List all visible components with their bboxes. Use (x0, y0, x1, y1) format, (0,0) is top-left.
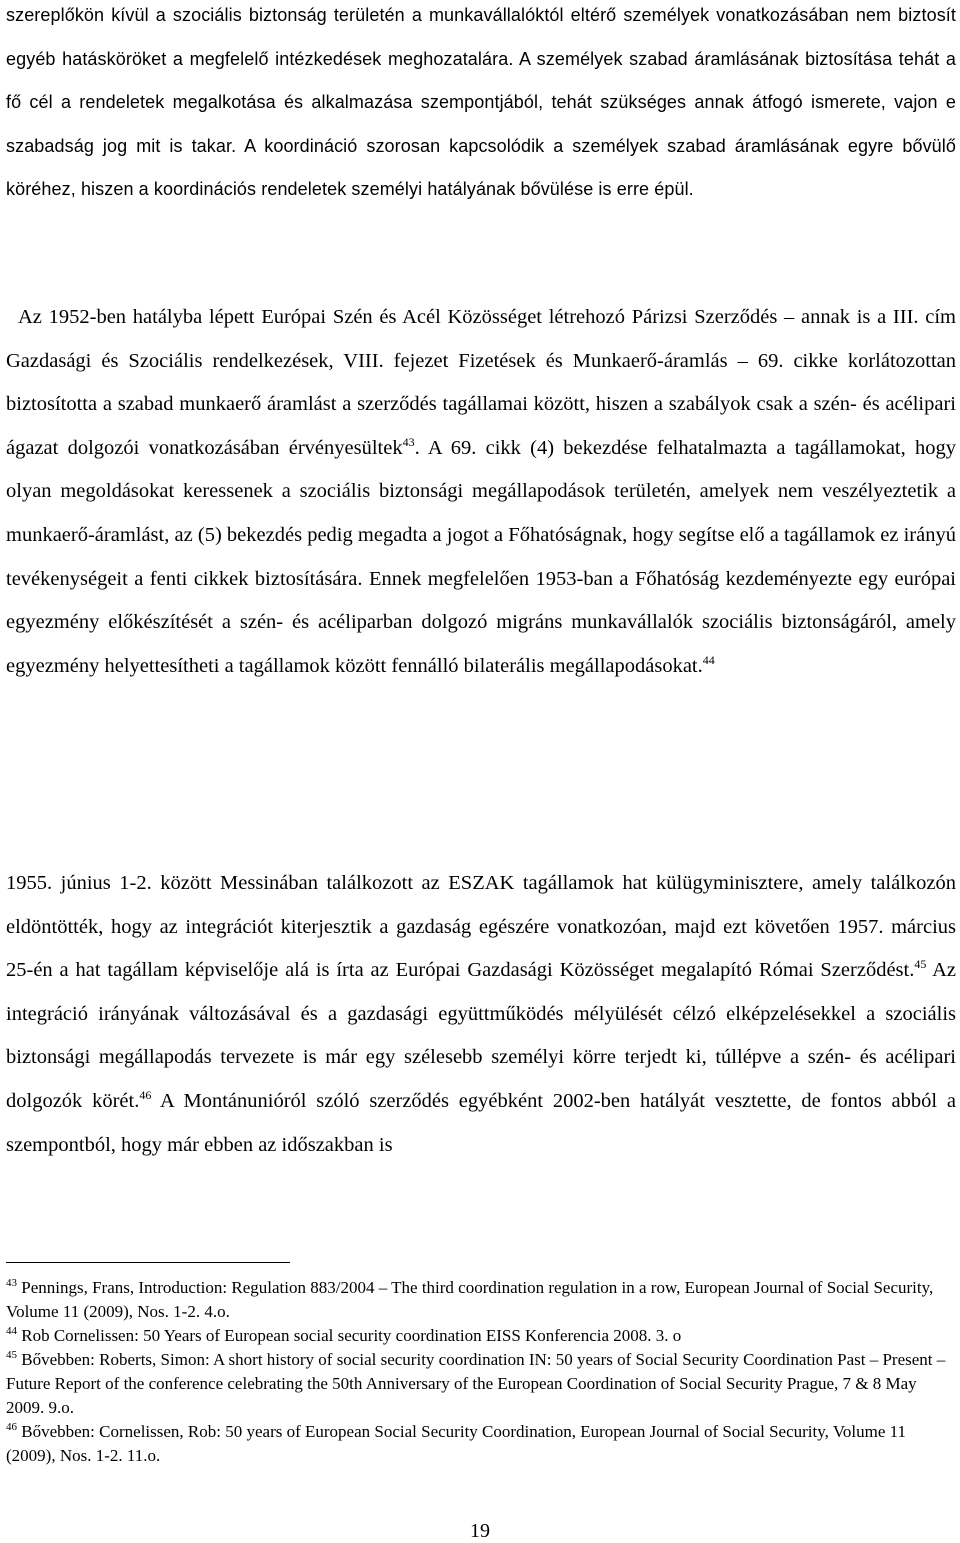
body-paragraph-1: szereplőkön kívül a szociális biztonság területén a munkavállalóktól eltérő személyek vonatkozásában nem biztosít egyéb hatásköröket a megfelelő intézkedések meghozatalára. A személyek szabad áramlásának biztosítása tehát a fő cél a rendeletek megalkotása és alkalmazása szempontjából, tehát szükséges annak átfogó ismerete, vajon e szabadság jog mit is takar. A koordináció szorosan kapcsolódik a személyek szabad áramlásának egyre bővülő köréhez, hiszen a koordinációs rendeletek személyi hatályának bővülése is erre épül. (6, 5, 956, 199)
footnote-number: 45 (6, 1349, 17, 1361)
footnote-ref-46[interactable]: 46 (139, 1087, 152, 1102)
paragraph-3-text-b: Az integráció irányának változásával és a gazdasági együttműködés mélyülését célzó elképzelésekkel a szociális biztonsági megállapodás tervezete is már egy szélesebb személyi körre terjedt ki, túllépve a szén- és acélipari dolgozók körét. (6, 959, 956, 1112)
footnote-46 (6, 1420, 956, 1468)
paragraph-2-text-a: Az 1952-ben hatályba lépett Európai Szén és Acél Közösséget létrehozó Párizsi Szerződés – annak is a III. cím Gazdasági és Szociális rendelkezések, VIII. fejezet Fizetések és Munkaerő-áramlás – 69. cikke korlátozottan biztosította a szabad munkaerő áramlást a szerződés tagállamai között, hiszen a szabályok csak a szén- és acélipari ágazat dolgozói vonatkozásában érvényesültek (6, 306, 956, 459)
footnote-text: Bővebben: Cornelissen, Rob: 50 years of European Social Security Coordination, European Journal of Social Security, Volume 11 (2009), Nos. 1-2. 11.o. (6, 1422, 907, 1465)
footnote-text: Bővebben: Roberts, Simon: A short history of social security coordination IN: 50 years of Social Security Coordination Past – Present – Future Report of the conference celebrating the 50th Anniversary of the European Coordination of Social Security Prague, 7 & 8 May 2009. 9.o. (6, 1350, 946, 1417)
body-paragraph-3 (6, 862, 956, 1167)
page-number: 19 (470, 1520, 490, 1542)
paragraph-3-text-a: 1955. június 1-2. között Messinában találkozott az ESZAK tagállamok hat külügyminisztere, amely találkozón eldöntötték, hogy az integrációt kiterjesztik a gazdaság egészére vonatkozóan, majd ezt követően 1957. március 25-én a hat tagállam képviselője alá is írta az Európai Gazdasági Közösséget megalapító Római Szerződést. (6, 872, 956, 982)
footnote-ref-44[interactable]: 44 (702, 652, 715, 667)
footnote-45 (6, 1348, 956, 1420)
paragraph-2-text-b: . A 69. cikk (4) bekezdése felhatalmazta a tagállamokat, hogy olyan megoldásokat keressenek a szociális biztonsági megállapodások területén, amelyek nem veszélyeztetik a munkaerő-áramlást, az (5) bekezdés pedig megadta a jogot a Főhatóságnak, hogy segítse elő a tagállamok ez irányú tevékenységeit a fenti cikkek biztosítására. Ennek megfelelően 1953-ban a Főhatóság kezdeményezte egy európai egyezmény előkészítését a szén- és acéliparban dolgozó migráns munkavállalók szociális biztonságáról, amely egyezmény helyettesítheti a tagállamok között fennálló bilaterális megállapodásokat. (6, 436, 956, 677)
footnote-text: Rob Cornelissen: 50 Years of European social security coordination EISS Konferencia 2008. 3. o (17, 1326, 682, 1345)
footnote-ref-45[interactable]: 45 (914, 957, 927, 972)
footnote-ref-43[interactable]: 43 (402, 434, 415, 449)
paragraph-3-text-c: A Montánunióról szóló szerződés egyébként 2002-ben hatályát vesztette, de fontos abból a szempontból, hogy már ebben az időszakban is (6, 1089, 956, 1156)
footnote-text: Pennings, Frans, Introduction: Regulation 883/2004 – The third coordination regulation in a row, European Journal of Social Security, Volume 11 (2009), Nos. 1-2. 4.o. (6, 1278, 934, 1321)
footnote-number: 44 (6, 1325, 17, 1337)
footnote-43 (6, 1276, 956, 1324)
footnote-44 (6, 1324, 956, 1348)
footnote-number: 46 (6, 1421, 17, 1433)
body-paragraph-2 (6, 296, 956, 688)
footnotes (6, 1276, 956, 1468)
footnote-number: 43 (6, 1277, 17, 1289)
footnote-separator (6, 1262, 290, 1263)
